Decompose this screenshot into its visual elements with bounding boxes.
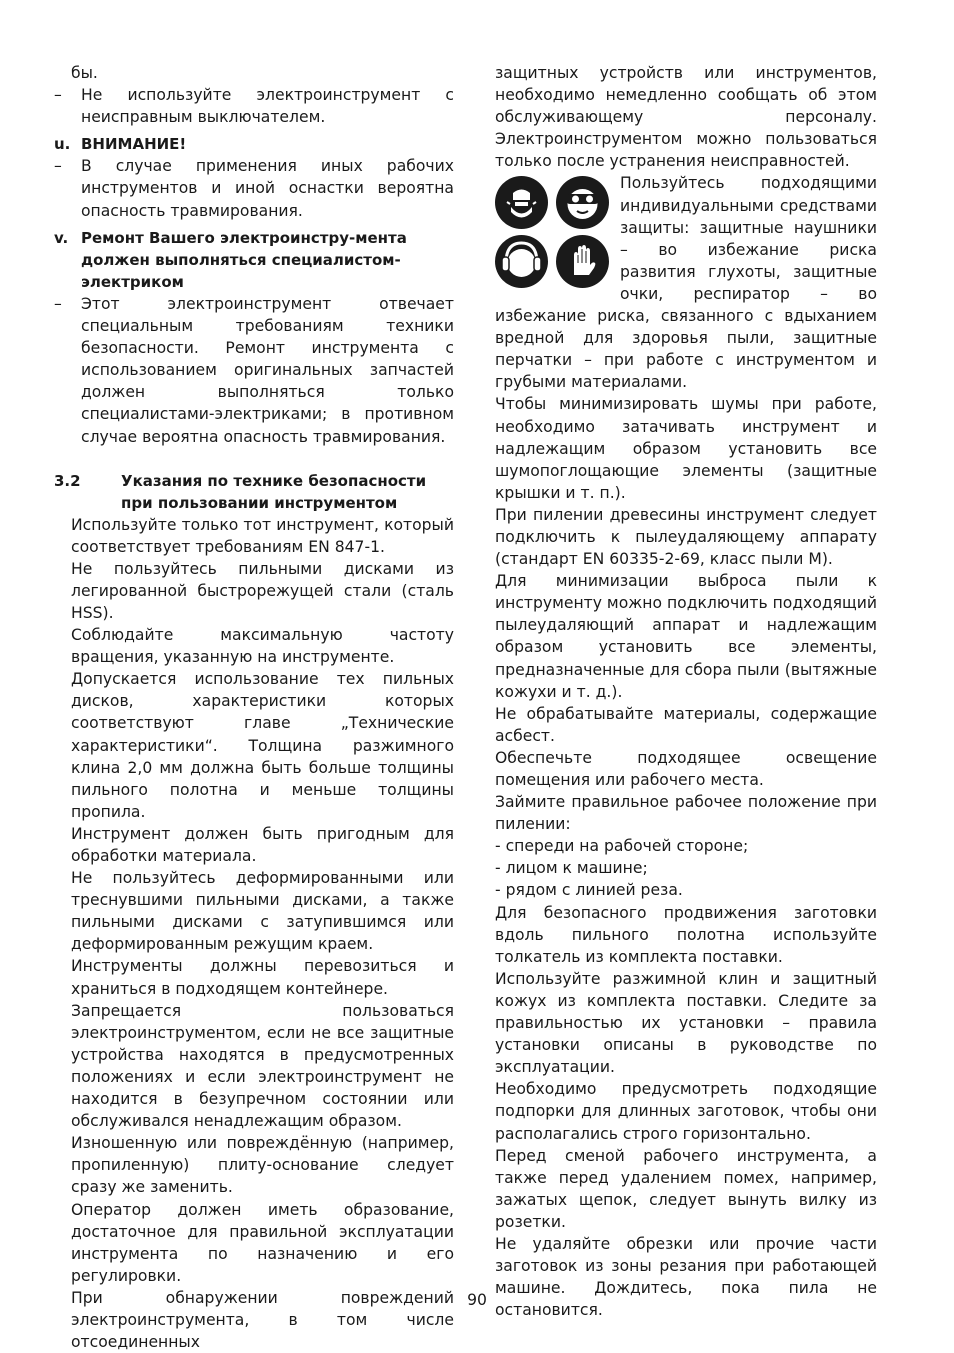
- paragraph: Займите правильное рабочее положение при пилении:: [495, 793, 877, 834]
- ppe-pictograms: [495, 176, 611, 288]
- paragraph: - лицом к машине;: [495, 859, 648, 878]
- paragraph: - спереди на рабочей стороне;: [495, 837, 749, 856]
- paragraph: Для безопасного продвижения заготовки вдоль пильного полотна используйте толкатель из комплекта поставки.: [495, 903, 877, 966]
- item-v-heading: v. Ремонт Вашего электроинстру-мента должен выполняться специалистом-электриком: [54, 228, 407, 291]
- left-paragraphs: [54, 514, 454, 1353]
- paragraph: Перед сменой рабочего инструмента, а также перед удалением помех, например, зажатых щепок, следует вынуть вилку из розетки.: [495, 1146, 877, 1231]
- continued-text: бы.: [71, 64, 98, 82]
- respirator-icon: [495, 176, 548, 229]
- page-number: 90: [467, 1291, 487, 1309]
- paragraph: Используйте разжимной клин и защитный кожух из комплекта поставки. Следите за правильностью их установки – правила установки описаны в руководстве по эксплуатации.: [495, 969, 877, 1077]
- paragraph: Обеспечьте подходящее освещение помещения или рабочего места.: [495, 748, 877, 789]
- ppe-text: Пользуйтесь подходящими индивидуальными средствами защиты: защитные наушники – во избежание риска развития глухоты, защитные очки, респиратор – во избежание риска, связанного с вдыханием вредной для здоровья пыли, защитные перчатки – при работе с инструментом и грубыми материалами.: [495, 174, 877, 392]
- paragraph: Для минимизации выброса пыли к инструменту можно подключить подходящий пылеудаляющий аппарат и надлежащим образом установить все элементы, предназначенные для сбора пыли (вытяжные кожухи и т. д.).: [495, 572, 877, 701]
- paragraph: Необходимо предусмотреть подходящие подпорки для длинных заготовок, чтобы они располагались строго горизонтально.: [495, 1080, 877, 1143]
- dash-item: – Не используйте электроинструмент с неисправным выключателем.: [54, 86, 454, 127]
- paragraph: Соблюдайте максимальную частоту вращения, указанную на инструменте.: [71, 626, 454, 667]
- working-positions-list: [495, 835, 877, 901]
- paragraph: Запрещается пользоваться электроинструментом, если не все защитные устройства находятся в предусмотренных положениях и если электроинструмент не находится в безупречном состоянии или обслуживался ненадлежащим образом.: [71, 1001, 454, 1131]
- paragraph: Используйте только тот инструмент, который соответствует требованиям EN 847-1.: [71, 515, 454, 556]
- paragraph: Не удаляйте обрезки или прочие части заготовок из зоны резания при работающей машине. Дождитесь, пока пила не остановится.: [495, 1234, 877, 1320]
- right-paragraphs-b: [495, 902, 877, 1322]
- paragraph: Чтобы минимизировать шумы при работе, необходимо затачивать инструмент и надлежащим образом установить все шумопоглощающие элементы (защитные крышки и т. п.).: [495, 395, 877, 502]
- ear-protection-icon: [495, 235, 548, 288]
- paragraph: Не пользуйтесь пильными дисками из легированной быстрорежущей стали (сталь HSS).: [71, 559, 454, 622]
- paragraph: При обнаружении повреждений электроинструмента, в том числе отсоединенных: [71, 1288, 454, 1352]
- safety-goggles-icon: [556, 176, 609, 229]
- paragraph: Допускается использование тех пильных дисков, характеристики которых соответствуют главе „Технические характеристики“. Толщина разжимного клина 2,0 мм должна быть больше толщины пильного полотна и меньше толщины пропила.: [71, 670, 454, 821]
- paragraph: Изношенную или повреждённую (например, пропиленную) плиту-основание следует сразу же заменить.: [71, 1134, 454, 1197]
- paragraph: - рядом с линией реза.: [495, 881, 683, 900]
- paragraph: Инструмент должен быть пригодным для обработки материала.: [71, 824, 454, 865]
- right-paragraphs-a: [495, 393, 877, 835]
- paragraph: Не обрабатывайте материалы, содержащие асбест.: [495, 704, 877, 745]
- paragraph: Не пользуйтесь деформированными или треснувшими пильными дисками, а также пильными дисками с затупившимся или деформированным режущим краем.: [71, 869, 454, 954]
- dash-item: – Этот электроинструмент отвечает специальным требованиям техники безопасности. Ремонт инструмента с использованием оригинальных запчастей должен выполняться только специалистами-электриками; в противном случае вероятна опасность травмирования.: [54, 294, 454, 446]
- right-column: [495, 62, 877, 1321]
- continued-text: защитных устройств или инструментов, необходимо немедленно сообщать об этом обслуживающему персоналу. Электроинструментом можно пользоваться только после устранения неисправностей.: [495, 64, 877, 171]
- dash-item: – В случае применения иных рабочих инструментов и иной оснастки вероятна опасность травмирования.: [54, 157, 454, 220]
- paragraph: Инструменты должны перевозиться и храниться в подходящем контейнере.: [71, 957, 454, 998]
- paragraph: При пилении древесины инструмент следует подключить к пылеудаляющему аппарату (стандарт EN 60335-2-69, класс пыли M).: [495, 505, 877, 569]
- left-column: [54, 62, 454, 1353]
- section-heading: 3.2 Указания по технике безопасности при пользовании инструментом: [54, 471, 427, 512]
- paragraph: Оператор должен иметь образование, достаточное для правильной эксплуатации инструмента по назначению и его регулировки.: [71, 1200, 454, 1285]
- item-u-heading: u. ВНИМАНИЕ!: [54, 135, 187, 154]
- protective-gloves-icon: [556, 235, 609, 288]
